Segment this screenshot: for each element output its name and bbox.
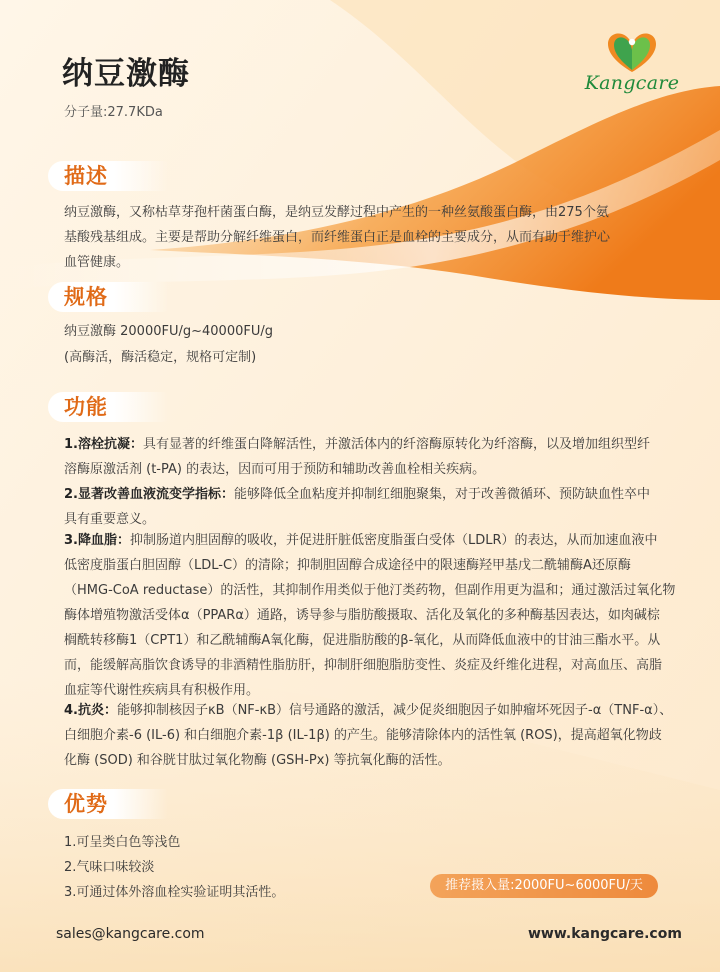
section-heading-functions: 功能: [48, 392, 168, 422]
product-title: 纳豆激酶: [62, 56, 190, 92]
footer-website[interactable]: www.kangcare.com: [528, 926, 682, 942]
function-item-1: [64, 432, 694, 482]
section-heading-description: 描述: [48, 161, 168, 191]
list-item: 2.气味口味较淡: [64, 860, 155, 875]
function-title: 2.显著改善血液流变学指标：: [64, 487, 234, 502]
spec-line-1: 纳豆激酶 20000FU/g~40000FU/g: [64, 324, 273, 339]
function-title: 4.抗炎：: [64, 703, 117, 718]
footer-email[interactable]: sales@kangcare.com: [56, 926, 205, 942]
function-title: 3.降血脂：: [64, 533, 130, 548]
list-item: 1.可呈类白色等浅色: [64, 835, 181, 850]
function-title: 1.溶栓抗凝：: [64, 437, 143, 452]
list-item: 3.可通过体外溶血栓实验证明其活性。: [64, 885, 285, 900]
function-item-3: [64, 528, 694, 703]
dosage-badge: 推荐摄入量:2000FU~6000FU/天: [430, 874, 658, 898]
function-text: 能够抑制核因子κB（NF-κB）信号通路的激活，减少促炎细胞因子如肿瘤坏死因子-α（TNF-α）、 白细胞介素-6 (IL-6) 和白细胞介素-1β (IL-1β) 的产生。能够清除体内的活性氧 (ROS)，提高超氧化物歧 化酶 (SOD) 和谷胱甘肽过氧化物酶 (GSH-Px) 等抗氧化酶的活性。: [64, 703, 673, 768]
section-heading-advantages: 优势: [48, 789, 168, 819]
section-heading-specification: 规格: [48, 282, 168, 312]
spec-line-2: (高酶活，酶活稳定，规格可定制): [64, 350, 257, 365]
brand-logo: [578, 28, 686, 100]
description-text: 纳豆激酶，又称枯草芽孢杆菌蛋白酶，是纳豆发酵过程中产生的一种丝氨酸蛋白酶，由275个氨 基酸残基组成。主要是帮助分解纤维蛋白，而纤维蛋白正是血栓的主要成分，从而有助于维护心 血管健康。: [64, 205, 611, 270]
function-item-4: [64, 698, 694, 773]
function-text: 抑制肠道内胆固醇的吸收，并促进肝脏低密度脂蛋白受体（LDLR）的表达，从而加速血液中 低密度脂蛋白胆固醇（LDL-C）的清除；抑制胆固醇合成途径中的限速酶羟甲基戊二酰辅酶A还原酶 （HMG-CoA reductase）的活性，其抑制作用类似于他汀类药物，但副作用更为温和；通过激活过氧化物 酶体增殖物激活受体α（PPARα）通路，诱导参与脂肪酸摄取、活化及氧化的多种酶基因表达，如肉碱棕 榈酰转移酶1（CPT1）和乙酰辅酶A氧化酶，促进脂肪酸的β-氧化，从而降低血液中的甘油三酯水平。从 而，能缓解高脂饮食诱导的非酒精性脂肪肝，抑制肝细胞脂肪变性、炎症及纤维化进程，对高血压、高脂 血症等代谢性疾病具有积极作用。: [64, 533, 676, 698]
advantages-list: [64, 830, 284, 905]
function-item-2: [64, 482, 694, 532]
leaf-heart-icon: [578, 28, 686, 76]
brand-name: Kangcare: [584, 72, 680, 94]
molecular-weight: 分子量:27.7KDa: [64, 105, 163, 120]
function-text: 能够降低全血粘度并抑制红细胞聚集，对于改善微循环、预防缺血性卒中 具有重要意义。: [64, 487, 650, 527]
function-text: 具有显著的纤维蛋白降解活性，并激活体内的纤溶酶原转化为纤溶酶，以及增加组织型纤 溶酶原激活剂 (t-PA) 的表达，因而可用于预防和辅助改善血栓相关疾病。: [64, 437, 650, 477]
